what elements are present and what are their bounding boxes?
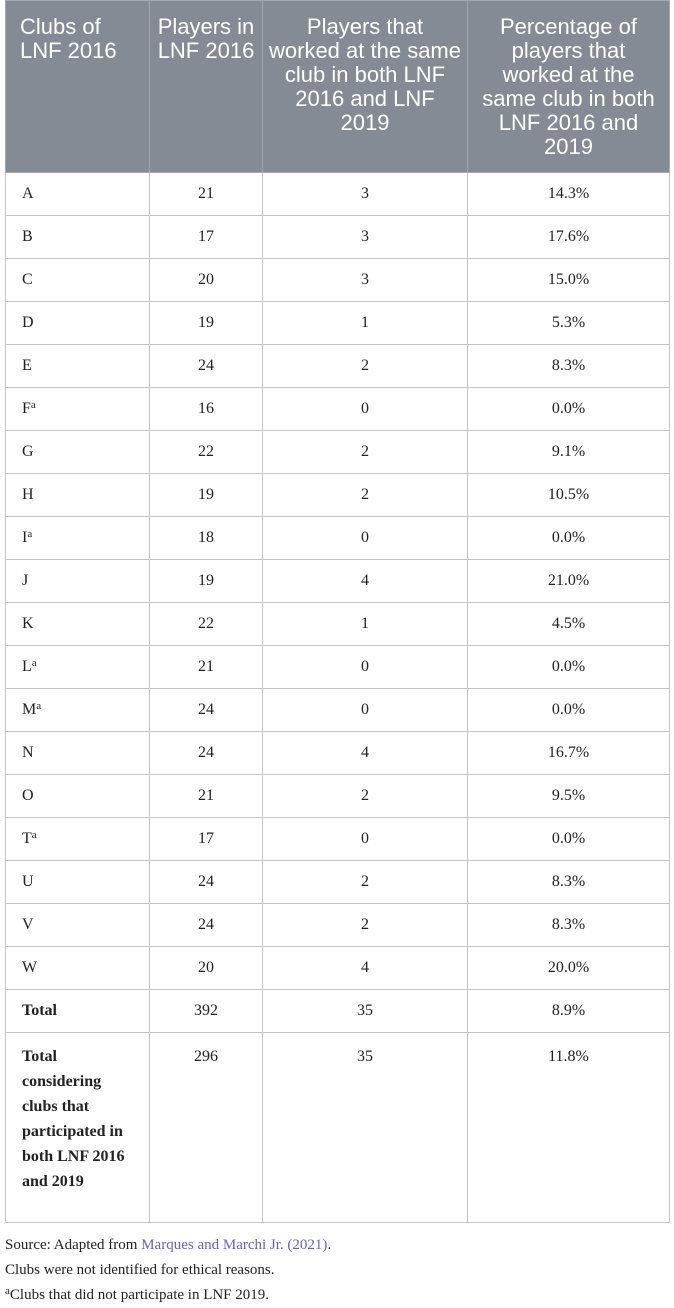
percentage-cell — [468, 474, 670, 517]
players-cell-text: 24 — [198, 873, 214, 890]
header-percentage: Percentage of players that worked at the same club in both LNF 2016 and 2019 — [468, 1, 670, 173]
data-table — [5, 0, 670, 1223]
table-row — [6, 259, 670, 302]
players-cell-text: 20 — [198, 271, 214, 288]
percentage-cell — [468, 517, 670, 560]
footnote-text: Clubs that did not participate in LNF 2019. — [9, 1287, 270, 1303]
players-cell-text: 24 — [198, 744, 214, 761]
percentage-cell-text: 17.6% — [547, 228, 590, 245]
table-row — [6, 732, 670, 775]
table-notes — [5, 1233, 669, 1308]
club-cell-text: O — [22, 787, 34, 804]
same-club-cell-text: 4 — [361, 572, 369, 589]
header-same-club: Players that worked at the same club in both LNF 2016 and LNF 2019 — [263, 1, 468, 173]
same-club-cell — [263, 646, 468, 689]
percentage-cell — [468, 388, 670, 431]
players-cell-text: 19 — [198, 486, 214, 503]
table-row — [6, 560, 670, 603]
club-cell-text: G — [22, 443, 34, 460]
percentage-cell-text: 9.5% — [551, 787, 586, 804]
source-link[interactable]: Marques and Marchi Jr. (2021) — [141, 1237, 328, 1253]
percentage-cell — [468, 345, 670, 388]
table-container — [5, 0, 669, 1308]
club-cell-text: K — [22, 615, 34, 632]
same-club-cell-text: 2 — [361, 787, 369, 804]
source-note — [5, 1233, 669, 1258]
clubs-note: Clubs were not identified for ethical reasons. — [5, 1262, 275, 1278]
table-row — [6, 646, 670, 689]
club-cell-text: A — [22, 185, 34, 202]
percentage-cell-text: 0.0% — [551, 529, 586, 546]
same-club-cell — [263, 732, 468, 775]
same-club-cell — [263, 474, 468, 517]
percentage-cell — [468, 732, 670, 775]
table-row — [6, 302, 670, 345]
same-club-cell-text: 0 — [361, 400, 369, 417]
same-club-cell — [263, 173, 468, 216]
percentage-cell-text: 15.0% — [547, 271, 590, 288]
table-row — [6, 904, 670, 947]
footnote-mark: a — [27, 528, 33, 540]
total-players: 392 — [150, 990, 263, 1033]
club-cell — [6, 302, 150, 345]
percentage-cell — [468, 646, 670, 689]
players-cell — [150, 216, 263, 259]
percentage-cell-text: 16.7% — [547, 744, 590, 761]
same-club-cell-text: 2 — [361, 916, 369, 933]
players-cell-text: 16 — [198, 400, 214, 417]
players-cell — [150, 603, 263, 646]
header-row — [6, 1, 670, 173]
table-row — [6, 775, 670, 818]
percentage-cell-text: 21.0% — [547, 572, 590, 589]
club-cell — [6, 603, 150, 646]
club-cell — [6, 689, 150, 732]
total-both-same: 35 — [263, 1033, 468, 1223]
same-club-cell — [263, 818, 468, 861]
players-cell-text: 21 — [198, 658, 214, 675]
club-cell — [6, 818, 150, 861]
players-cell-text: 24 — [198, 357, 214, 374]
same-club-cell-text: 0 — [361, 658, 369, 675]
club-cell-text: H — [22, 486, 34, 503]
percentage-cell-text: 10.5% — [547, 486, 590, 503]
table-row — [6, 431, 670, 474]
players-cell — [150, 474, 263, 517]
table-row — [6, 173, 670, 216]
same-club-cell-text: 3 — [361, 271, 369, 288]
footnote — [5, 1283, 669, 1308]
club-cell — [6, 173, 150, 216]
table-row — [6, 517, 670, 560]
same-club-cell-text: 0 — [361, 529, 369, 546]
percentage-cell — [468, 904, 670, 947]
players-cell-text: 17 — [198, 830, 214, 847]
players-cell-text: 21 — [198, 787, 214, 804]
same-club-cell-text: 2 — [361, 357, 369, 374]
table-body — [6, 173, 670, 1223]
club-cell-text: U — [22, 873, 34, 890]
players-cell-text: 18 — [198, 529, 214, 546]
club-cell-text: L — [22, 658, 32, 675]
club-cell-text: C — [22, 271, 33, 288]
club-cell-text: B — [22, 228, 33, 245]
percentage-cell — [468, 775, 670, 818]
club-cell — [6, 259, 150, 302]
same-club-cell-text: 0 — [361, 701, 369, 718]
club-cell-text: N — [22, 744, 34, 761]
table-header — [6, 1, 670, 173]
table-row — [6, 216, 670, 259]
percentage-cell-text: 9.1% — [551, 443, 586, 460]
club-cell — [6, 388, 150, 431]
total-same: 35 — [263, 990, 468, 1033]
table-row — [6, 474, 670, 517]
footnote-mark: a — [31, 829, 37, 841]
players-cell — [150, 302, 263, 345]
players-cell-text: 24 — [198, 701, 214, 718]
club-cell — [6, 216, 150, 259]
total-label: Total — [6, 990, 150, 1033]
same-club-cell-text: 2 — [361, 486, 369, 503]
percentage-cell-text: 14.3% — [547, 185, 590, 202]
club-cell — [6, 732, 150, 775]
club-cell-text: I — [22, 529, 28, 546]
same-club-cell-text: 0 — [361, 830, 369, 847]
table-row — [6, 818, 670, 861]
same-club-cell — [263, 861, 468, 904]
percentage-cell-text: 0.0% — [551, 701, 586, 718]
percentage-cell-text: 0.0% — [551, 830, 586, 847]
same-club-cell-text: 4 — [361, 959, 369, 976]
header-players: Players in LNF 2016 — [150, 1, 263, 173]
percentage-cell-text: 0.0% — [551, 658, 586, 675]
players-cell — [150, 947, 263, 990]
percentage-cell — [468, 818, 670, 861]
table-row — [6, 689, 670, 732]
footnote-mark: a — [36, 700, 42, 712]
club-cell — [6, 560, 150, 603]
percentage-cell — [468, 259, 670, 302]
players-cell — [150, 861, 263, 904]
players-cell-text: 17 — [198, 228, 214, 245]
club-cell-text: M — [22, 701, 37, 718]
percentage-cell-text: 8.3% — [551, 916, 586, 933]
total-row — [6, 990, 670, 1033]
players-cell — [150, 732, 263, 775]
same-club-cell — [263, 517, 468, 560]
same-club-cell — [263, 388, 468, 431]
players-cell-text: 22 — [198, 443, 214, 460]
total-both-players: 296 — [150, 1033, 263, 1223]
percentage-cell — [468, 302, 670, 345]
percentage-cell — [468, 431, 670, 474]
players-cell — [150, 173, 263, 216]
players-cell — [150, 646, 263, 689]
same-club-cell-text: 1 — [361, 615, 369, 632]
players-cell — [150, 904, 263, 947]
same-club-cell — [263, 345, 468, 388]
percentage-cell — [468, 947, 670, 990]
same-club-cell — [263, 947, 468, 990]
players-cell-text: 24 — [198, 916, 214, 933]
club-cell — [6, 474, 150, 517]
table-row — [6, 345, 670, 388]
percentage-cell — [468, 603, 670, 646]
club-cell-text: F — [22, 400, 31, 417]
club-cell — [6, 646, 150, 689]
percentage-cell-text: 5.3% — [551, 314, 586, 331]
same-club-cell-text: 4 — [361, 744, 369, 761]
total-pct: 8.9% — [468, 990, 670, 1033]
same-club-cell — [263, 904, 468, 947]
source-prefix: Source: Adapted from — [5, 1237, 142, 1253]
total-both-pct: 11.8% — [468, 1033, 670, 1223]
same-club-cell-text: 2 — [361, 873, 369, 890]
same-club-cell — [263, 259, 468, 302]
footnote-mark: a — [30, 399, 36, 411]
players-cell — [150, 560, 263, 603]
same-club-cell-text: 1 — [361, 314, 369, 331]
table-row — [6, 861, 670, 904]
same-club-cell-text: 3 — [361, 185, 369, 202]
percentage-cell-text: 8.3% — [551, 873, 586, 890]
players-cell — [150, 689, 263, 732]
same-club-cell — [263, 560, 468, 603]
club-cell — [6, 947, 150, 990]
footnote-mark: a — [31, 657, 37, 669]
same-club-cell-text: 3 — [361, 228, 369, 245]
players-cell-text: 22 — [198, 615, 214, 632]
club-cell-text: W — [22, 959, 38, 976]
table-row — [6, 603, 670, 646]
players-cell — [150, 818, 263, 861]
total-both-label: Total considering clubs that participated in both LNF 2016 and 2019 — [6, 1033, 150, 1223]
header-clubs: Clubs of LNF 2016 — [6, 1, 150, 173]
players-cell-text: 19 — [198, 314, 214, 331]
percentage-cell-text: 4.5% — [551, 615, 586, 632]
club-cell — [6, 775, 150, 818]
players-cell — [150, 388, 263, 431]
same-club-cell — [263, 689, 468, 732]
same-club-cell — [263, 431, 468, 474]
club-cell — [6, 517, 150, 560]
same-club-cell-text: 2 — [361, 443, 369, 460]
club-cell-text: J — [22, 572, 29, 589]
percentage-cell — [468, 216, 670, 259]
club-cell — [6, 345, 150, 388]
same-club-cell — [263, 216, 468, 259]
club-cell — [6, 904, 150, 947]
footnote-mark: a — [5, 1285, 10, 1297]
players-cell — [150, 431, 263, 474]
players-cell — [150, 345, 263, 388]
club-cell-text: T — [22, 830, 32, 847]
table-row — [6, 388, 670, 431]
players-cell — [150, 517, 263, 560]
club-cell-text: V — [22, 916, 34, 933]
club-cell — [6, 861, 150, 904]
same-club-cell — [263, 775, 468, 818]
players-cell — [150, 775, 263, 818]
total-both-row — [6, 1033, 670, 1223]
club-cell-text: D — [22, 314, 34, 331]
club-cell-text: E — [22, 357, 32, 374]
players-cell-text: 19 — [198, 572, 214, 589]
same-club-cell — [263, 302, 468, 345]
percentage-cell — [468, 173, 670, 216]
players-cell-text: 21 — [198, 185, 214, 202]
percentage-cell — [468, 861, 670, 904]
percentage-cell — [468, 689, 670, 732]
percentage-cell-text: 0.0% — [551, 400, 586, 417]
players-cell-text: 20 — [198, 959, 214, 976]
players-cell — [150, 259, 263, 302]
percentage-cell-text: 8.3% — [551, 357, 586, 374]
club-cell — [6, 431, 150, 474]
table-row — [6, 947, 670, 990]
percentage-cell-text: 20.0% — [547, 959, 590, 976]
source-suffix: . — [327, 1237, 332, 1253]
same-club-cell — [263, 603, 468, 646]
percentage-cell — [468, 560, 670, 603]
